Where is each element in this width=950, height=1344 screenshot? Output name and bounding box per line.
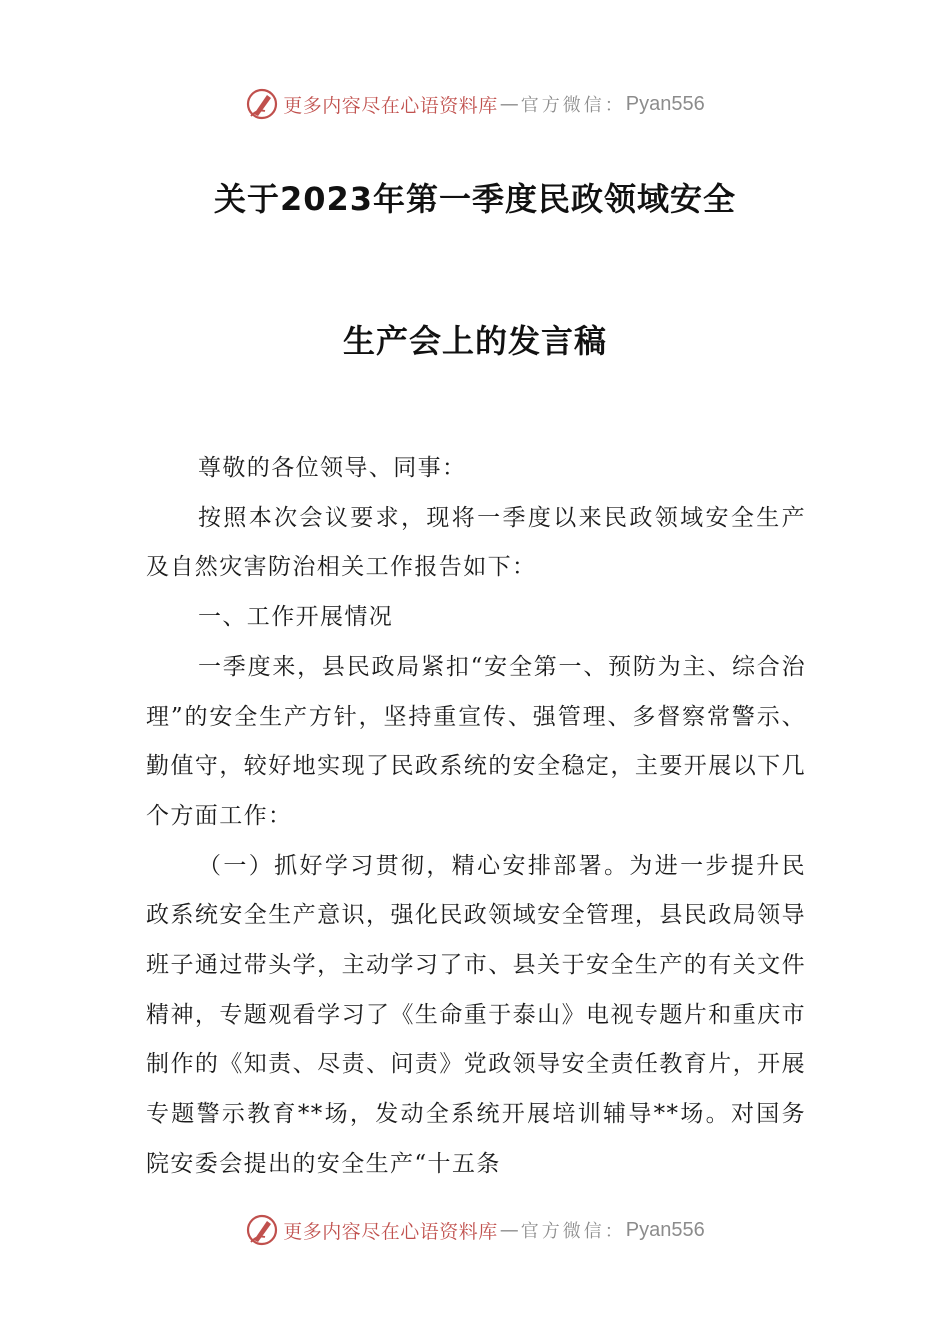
watermark-site-text: 更多内容尽在心语资料库 bbox=[283, 94, 498, 117]
section-heading: 一、工作开展情况 bbox=[198, 604, 394, 631]
subsection-paragraph: （一）抓好学习贯彻，精心安排部署。为进一步提升民政系统安全生产意识，强化民政领域安全管理，县民政局领导班子通过带头学，主动学习了市、县关于安全生产的有关文件精神，专题观看学习了《生命重于泰山》电视专题片和重庆市制作的《知责、尽责、问责》党政领导安全责任教育片，开展专题警示教育**场，发动全系统开展培训辅导**场。对国务院安委会提出的安全生产“十五条 bbox=[146, 852, 806, 1177]
watermark-wechat-id: Pyan556 bbox=[625, 1218, 705, 1241]
watermark-site-text: 更多内容尽在心语资料库 bbox=[283, 1220, 498, 1243]
quill-pen-logo-icon bbox=[245, 1213, 279, 1247]
document-title-line-1: 关于2023年第一季度民政领域安全 bbox=[213, 180, 737, 218]
quill-pen-logo-icon bbox=[245, 87, 279, 121]
watermark-wechat-label: 官方微信： bbox=[520, 95, 626, 116]
document-body bbox=[146, 444, 806, 1190]
footer-watermark bbox=[0, 1210, 950, 1250]
watermark-separator: — bbox=[499, 93, 519, 115]
watermark-wechat-id: Pyan556 bbox=[625, 92, 705, 115]
watermark-wechat-label: 官方微信： bbox=[520, 1221, 626, 1242]
salutation-paragraph: 尊敬的各位领导、同事： bbox=[198, 455, 467, 481]
intro-paragraph: 按照本次会议要求，现将一季度以来民政领域安全生产及自然灾害防治相关工作报告如下： bbox=[146, 504, 806, 581]
watermark-separator: — bbox=[499, 1219, 519, 1241]
header-watermark bbox=[0, 84, 950, 124]
overview-paragraph: 一季度来，县民政局紧扣“安全第一、预防为主、综合治理”的安全生产方针，坚持重宣传、强管理、多督察常警示、勤值守，较好地实现了民政系统的安全稳定，主要开展以下几个方面工作： bbox=[146, 653, 806, 829]
document-title-line-2: 生产会上的发言稿 bbox=[342, 322, 607, 360]
